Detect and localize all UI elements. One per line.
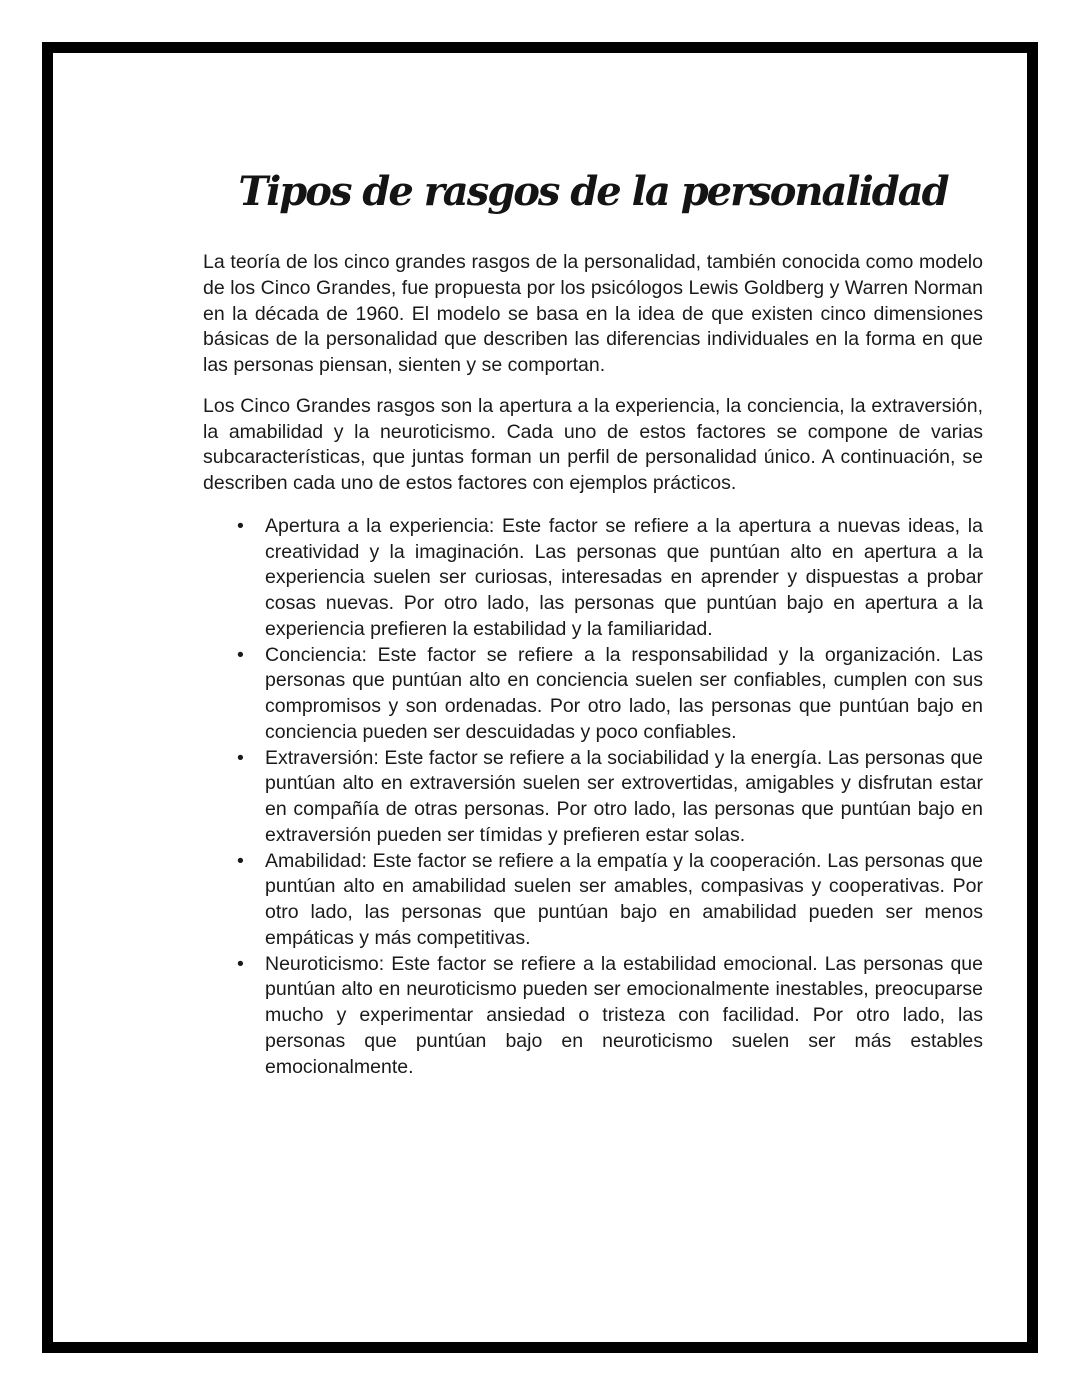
bullet-icon: • xyxy=(237,514,244,537)
overview-paragraph: Los Cinco Grandes rasgos son la apertura a la experiencia, la conciencia, la extraversión, la amabilidad y la neuroticismo. Cada uno de estos factores se compone de varias subcaracterísticas, que juntas forman un perfil de personalidad único. A continuación, se describen cada uno de estos factores con ejemplos prácticos. xyxy=(203,394,983,494)
list-item xyxy=(203,849,983,952)
list-item xyxy=(203,746,983,849)
intro-paragraph: La teoría de los cinco grandes rasgos de la personalidad, también conocida como modelo de los Cinco Grandes, fue propuesta por los psicólogos Lewis Goldberg y Warren Norman en la década de 1960. El modelo se basa en la idea de que existen cinco dimensiones básicas de la personalidad que describen las diferencias individuales en la forma en que las personas piensan, sienten y se comportan. xyxy=(203,251,983,376)
traits-bullet-list xyxy=(203,514,983,1081)
list-item-text: Amabilidad: Este factor se refiere a la empatía y la cooperación. Las personas que puntúan alto en amabilidad suelen ser amables, compasivas y cooperativas. Por otro lado, las personas que puntúan bajo en amabilidad pueden ser menos empáticas y más competitivas. xyxy=(265,849,983,949)
page-title: Tipos de rasgos de la personalidad xyxy=(238,168,948,215)
bullet-icon: • xyxy=(237,746,244,769)
bullet-icon: • xyxy=(237,643,244,666)
list-item-text: Conciencia: Este factor se refiere a la responsabilidad y la organización. Las personas que puntúan alto en conciencia suelen ser confiables, cumplen con sus compromisos y son ordenadas. Por otro lado, las personas que puntúan bajo en conciencia pueden ser descuidadas y poco confiables. xyxy=(265,643,983,743)
list-item-text: Extraversión: Este factor se refiere a la sociabilidad y la energía. Las personas que puntúan alto en extraversión suelen ser extrovertidas, amigables y disfrutan estar en compañía de otras personas. Por otro lado, las personas que puntúan bajo en extraversión pueden ser tímidas y prefieren estar solas. xyxy=(265,746,983,846)
list-item xyxy=(203,952,983,1081)
bullet-icon: • xyxy=(237,849,244,872)
page-border-frame xyxy=(42,42,1038,1353)
list-item-text: Neuroticismo: Este factor se refiere a la estabilidad emocional. Las personas que puntúan alto en neuroticismo pueden ser emocionalmente inestables, preocuparse mucho y experimentar ansiedad o tristeza con facilidad. Por otro lado, las personas que puntúan bajo en neuroticismo suelen ser más estables emocionalmente. xyxy=(265,952,983,1078)
page-content xyxy=(203,158,983,1080)
list-item xyxy=(203,643,983,746)
bullet-icon: • xyxy=(237,952,244,975)
list-item xyxy=(203,514,983,643)
list-item-text: Apertura a la experiencia: Este factor se refiere a la apertura a nuevas ideas, la creatividad y la imaginación. Las personas que puntúan alto en apertura a la experiencia suelen ser curiosas, interesadas en aprender y dispuestas a probar cosas nuevas. Por otro lado, las personas que puntúan bajo en apertura a la experiencia prefieren la estabilidad y la familiaridad. xyxy=(265,514,983,640)
